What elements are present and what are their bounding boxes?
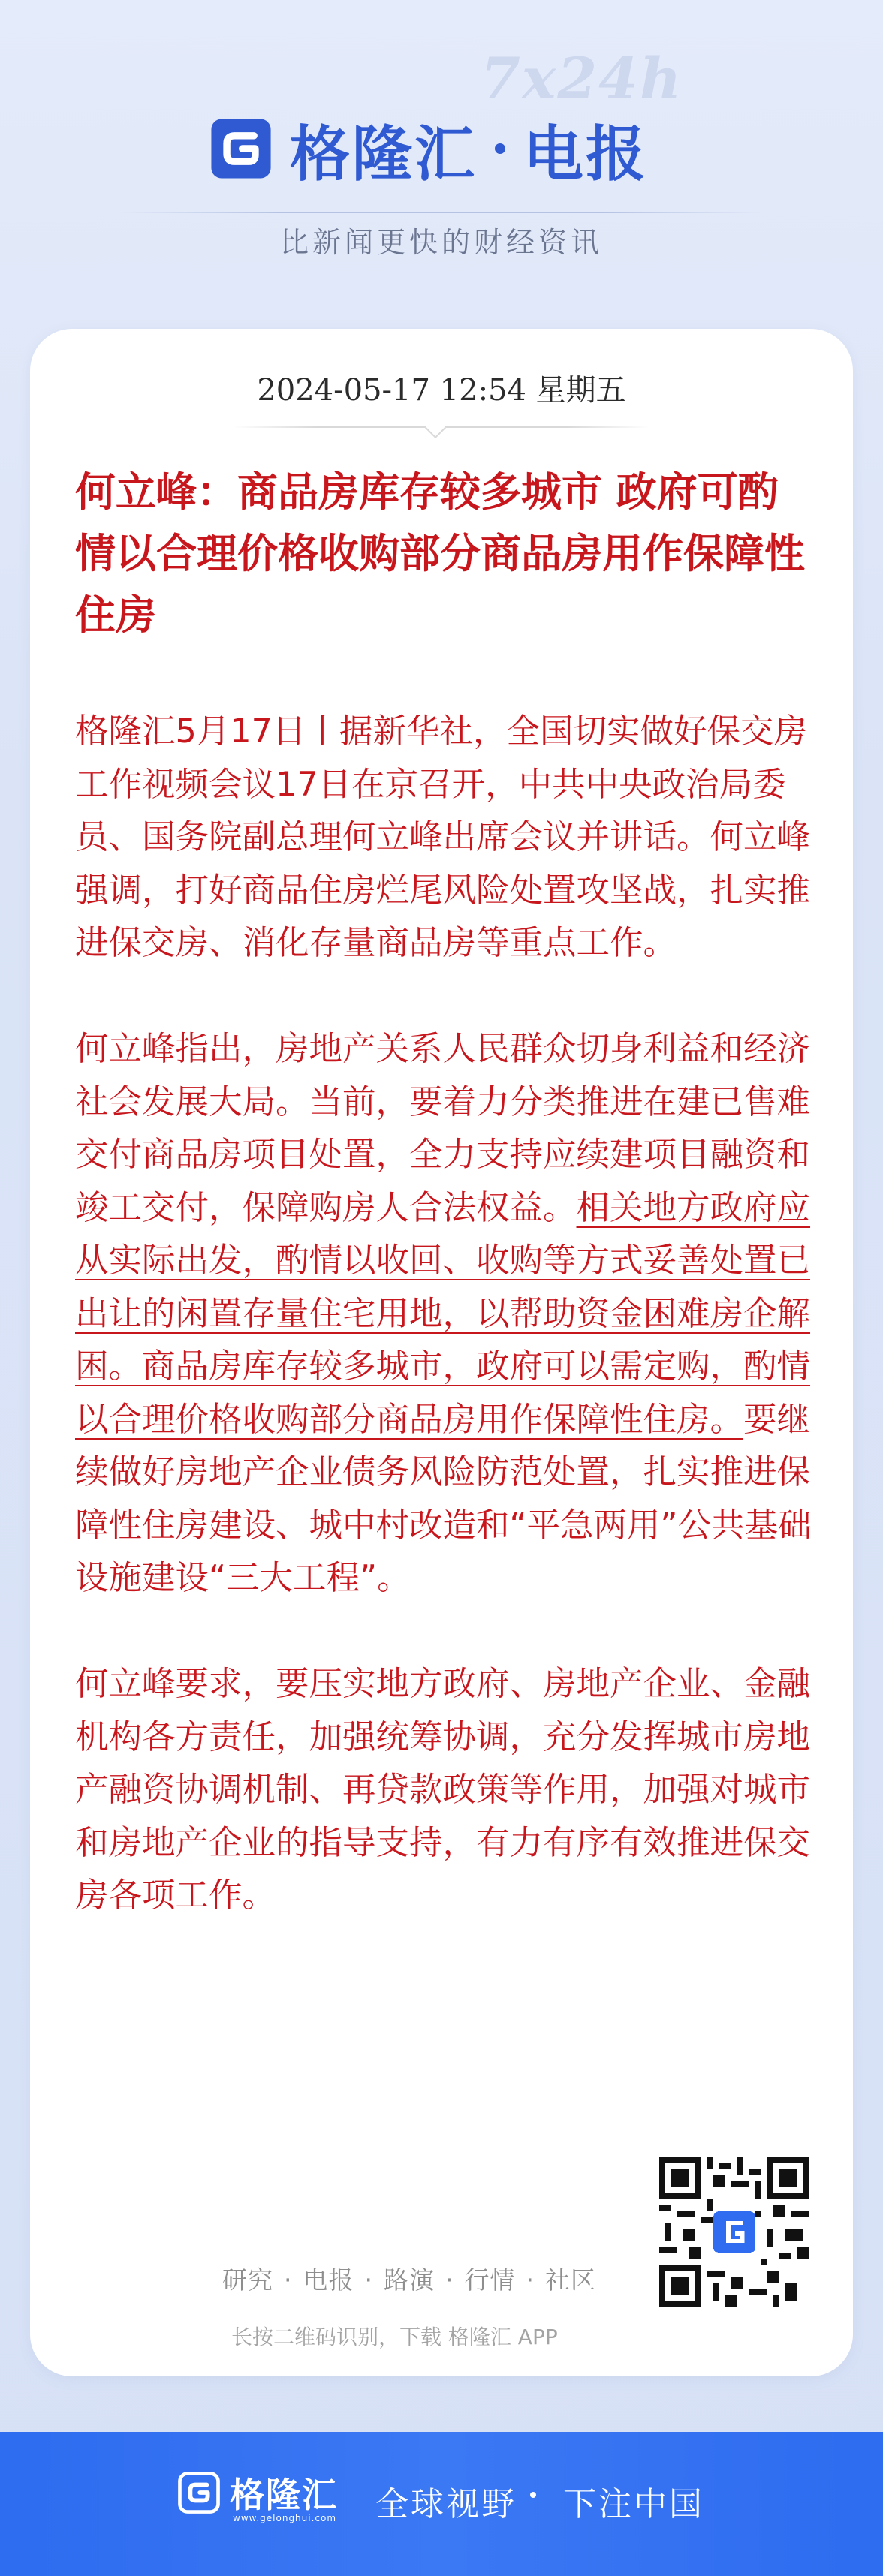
news-body (75, 706, 820, 1923)
brand-name: 格隆汇 (290, 119, 477, 189)
watermark-7x24h: 7x24h (481, 45, 683, 112)
banner-slogan-separator (530, 2492, 536, 2498)
date-divider-notch (425, 417, 446, 438)
footer-link-separator: · (364, 2265, 373, 2295)
banner-slogan-bet-china: 下注中国 (563, 2485, 704, 2523)
brand-header (209, 111, 648, 189)
footer-link-community[interactable]: 社区 (545, 2265, 596, 2295)
footer-link-telegraph[interactable]: 电报 (303, 2265, 354, 2295)
tagline-divider (120, 212, 763, 213)
product-name: 电报 (523, 119, 648, 189)
paragraph-2-lead: 何立峰指出，房地产关系人民群众切身利益和经济社会发展大局。当前，要着力分类推进在建已售难交付商品房项目处置，全力支持应续建项目融资和竣工交付，保障购房人合法权益。 (75, 1030, 811, 1227)
qr-download-hint: 长按二维码识别，下载 格隆汇 APP (231, 2325, 558, 2349)
gelonghui-logo-icon (209, 116, 273, 181)
publish-datetime: 2024-05-17 12:54 星期五 (257, 373, 626, 408)
paragraph-2 (75, 1023, 820, 1605)
banner-slogan-global-view: 全球视野 (375, 2485, 517, 2523)
gelonghui-logo-icon (177, 2471, 221, 2514)
paragraph-2-tail: 要继续做好房地产企业债务风险防范处置，扎实推进保障性住房建设、城中村改造和“平急两用”公共基础设施建设“三大工程”。 (75, 1400, 812, 1597)
footer-link-separator: · (526, 2265, 535, 2295)
footer-links (222, 2261, 596, 2296)
footer-link-quotes[interactable]: 行情 (464, 2265, 516, 2295)
footer-link-separator: · (284, 2265, 293, 2295)
news-headline: 何立峰：商品房库存较多城市 政府可酌情以合理价格收购部分商品房用作保障性住房 (75, 468, 805, 639)
footer-link-research[interactable]: 研究 (222, 2265, 273, 2295)
bottom-banner (0, 2432, 883, 2576)
qr-code-icon[interactable] (659, 2157, 809, 2307)
footer-link-separator: · (445, 2265, 454, 2295)
paragraph-2-highlight: 相关地方政府应从实际出发，酌情以收回、收购等方式妥善处置已出让的闲置存量住宅用地，以帮助资金困难房企解困。商品房库存较多城市，政府可以需定购，酌情以合理价格收购部分商品房用作保障性住房。 (75, 1188, 811, 1439)
tagline: 比新闻更快的财经资讯 (279, 226, 603, 259)
paragraph-3: 何立峰要求，要压实地方政府、房地产企业、金融机构各方责任，加强统筹协调，充分发挥城市房地产融资协调机制、再贷款政策等作用，加强对城市和房地产企业的指导支持，有力有序有效推进保交房各项工作。 (75, 1665, 811, 1915)
banner-domain: www.gelonghui.com (233, 2513, 337, 2523)
brand-separator-dot (495, 143, 505, 154)
banner-brand-name: 格隆汇 (230, 2475, 338, 2515)
paragraph-1: 格隆汇5月17日丨据新华社，全国切实做好保交房工作视频会议17日在京召开，中共中央政治局委员、国务院副总理何立峰出席会议并讲话。何立峰强调，打好商品住房烂尾风险处置攻坚战，扎实推进保交房、消化存量商品房等重点工作。 (75, 712, 811, 962)
footer-link-roadshow[interactable]: 路演 (384, 2265, 435, 2295)
news-card (30, 329, 853, 2376)
